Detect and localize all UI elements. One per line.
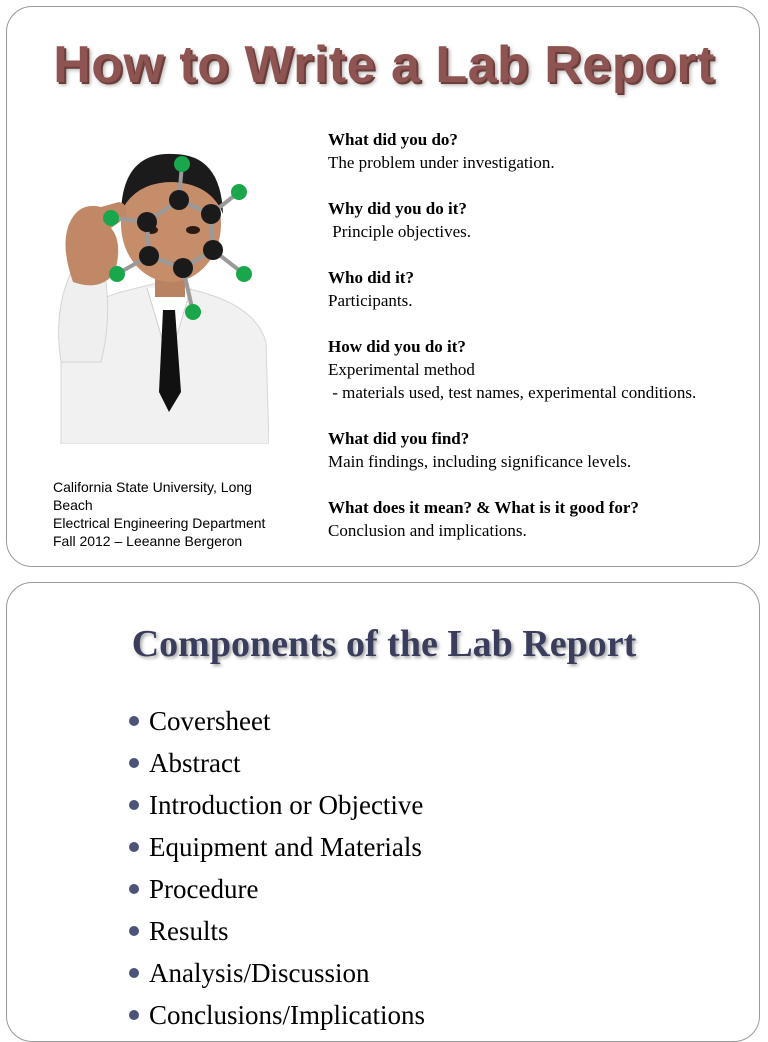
- list-item-label: Results: [149, 916, 229, 946]
- course-caption: [53, 478, 303, 550]
- answer: The problem under investigation.: [328, 153, 555, 172]
- qa-block: [328, 266, 758, 312]
- question: What did you find?: [328, 429, 470, 448]
- answer: Conclusion and implications.: [328, 521, 527, 540]
- list-item: [125, 742, 425, 784]
- qa-block: [328, 128, 758, 174]
- question-answer-list: [328, 128, 758, 565]
- bullet-icon: [129, 800, 139, 810]
- bullet-icon: [129, 758, 139, 768]
- bullet-icon: [129, 842, 139, 852]
- slide-components: [6, 582, 760, 1042]
- components-list: [125, 700, 425, 1036]
- qa-block: [328, 496, 758, 542]
- caption-line: California State University, Long: [53, 479, 252, 495]
- list-item-label: Analysis/Discussion: [149, 958, 370, 988]
- list-item-label: Procedure: [149, 874, 259, 904]
- qa-block: [328, 197, 758, 243]
- answer: Experimental method: [328, 360, 475, 379]
- question: How did you do it?: [328, 337, 466, 356]
- list-item: [125, 826, 425, 868]
- list-item-label: Conclusions/Implications: [149, 1000, 425, 1030]
- list-item-label: Introduction or Objective: [149, 790, 424, 820]
- slide-title: Components of the Lab Report: [131, 623, 637, 665]
- scientist-molecule-photo: [51, 132, 269, 444]
- question: What does it mean? & What is it good for?: [328, 498, 639, 517]
- answer: Main findings, including significance levels.: [328, 452, 632, 471]
- list-item: [125, 700, 425, 742]
- list-item: [125, 868, 425, 910]
- qa-block: [328, 335, 758, 404]
- bullet-icon: [129, 716, 139, 726]
- qa-block: [328, 427, 758, 473]
- question: Who did it?: [328, 268, 414, 287]
- bullet-icon: [129, 968, 139, 978]
- caption-line: Electrical Engineering Department: [53, 515, 266, 531]
- question: What did you do?: [328, 130, 458, 149]
- slide-how-to-write: [6, 6, 760, 567]
- bullet-icon: [129, 926, 139, 936]
- list-item: [125, 784, 425, 826]
- list-item: [125, 994, 425, 1036]
- bullet-icon: [129, 884, 139, 894]
- question: Why did you do it?: [328, 199, 467, 218]
- slide-title: How to Write a Lab Report: [53, 36, 715, 94]
- answer: - materials used, test names, experimental conditions.: [328, 383, 697, 402]
- list-item-label: Coversheet: [149, 706, 271, 736]
- list-item-label: Equipment and Materials: [149, 832, 422, 862]
- caption-line: Fall 2012 – Leeanne Bergeron: [53, 533, 243, 549]
- list-item: [125, 952, 425, 994]
- bullet-icon: [129, 1010, 139, 1020]
- answer: Participants.: [328, 291, 413, 310]
- caption-line: Beach: [53, 497, 93, 513]
- list-item-label: Abstract: [149, 748, 241, 778]
- list-item: [125, 910, 425, 952]
- answer: Principle objectives.: [328, 222, 472, 241]
